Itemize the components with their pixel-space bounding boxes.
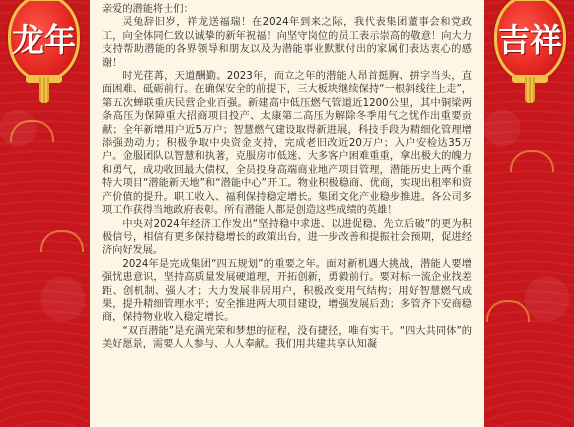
lantern-left-text: 龙年 — [11, 21, 76, 59]
letter-paragraph: 灵兔辞旧岁，祥龙送福瑞！在2024年到来之际，我代表集团董事会和党政工，向全体同仁致以诚挚的新年祝福！向坚守岗位的员工表示崇高的敬意！向大力支持帮助潜能的各界领导和朋友以及为潜能事业默默付出的家属们表达衷心的感谢！ — [102, 17, 472, 69]
letter-paragraph: 中央对2024年经济工作发出“坚持稳中求进、以进促稳、先立后破”的更为积极信号，相信有更多保持稳增长的政策出台，进一步改善和提振社会预期，促进经济向好发展。 — [102, 218, 472, 257]
letter-paper — [90, 0, 484, 427]
lantern-right-icon — [494, 0, 566, 82]
letter-body — [90, 0, 484, 352]
letter-greeting: 亲爱的潜能将士们： — [102, 4, 194, 15]
lantern-right-text: 吉祥 — [497, 21, 562, 59]
letter-paragraph: 时光荏苒，天道酬勤。2023年，而立之年的潜能人昂首挺胸、拼字当头，直面困难、砥砺前行。在确保安全的前提下，三大板块继续保持“一根斜线往上走”，第五次蝉联重庆民营企业百强。新建高中低压燃气管道近1200公里，其中铜梁两条高压为保障重大招商项目投产、太康第二高压为解除冬季用气之忧作出重要贡献；全年新增用户近5万户；智慧燃气建设取得新进展，科技手段为精细化管理增添强劲动力；积极争取中央资金支持，完成老旧改近20万户；入户安检达35万户。金服团队以智慧和执著，克服房市低迷、大多客户困难重重，拿出极大的魄力和勇气，成功收回最大债权，全员投身高端商业地产项目管理，潜能历史上两个重特大项目“潜能新天地”和“潜能中心”开工。物业积极稳商、优商，实现出租率和资产价值的提升。职工收入、福利保持稳定增长。集团文化产业稳步推进。各公司多项工作获得当地政府表彰。所有潜能人都是创造这些成绩的英雄！ — [102, 71, 472, 217]
letter-paragraph: “双百潜能”是充满光荣和梦想的征程，没有捷径，唯有实干。“四大共同体”的美好愿景，需要人人参与、人人奉献。我们用共建共享认知凝 — [102, 325, 472, 351]
lantern-left-icon — [8, 0, 80, 82]
letter-paragraph: 2024年是完成集团“四五规划”的重要之年。面对新机遇大挑战，潜能人要增强忧患意识，坚持高质量发展硬道理，开拓创新，勇毅前行。要对标一流企业找差距、创机制、强人才；大力发展非居用户，积极改变用气结构；用好智慧燃气成果，提升精细管理水平；安全推进两大项目建设，增强发展后劲；多管齐下安商稳商，保持物业收入稳定增长。 — [102, 258, 472, 324]
